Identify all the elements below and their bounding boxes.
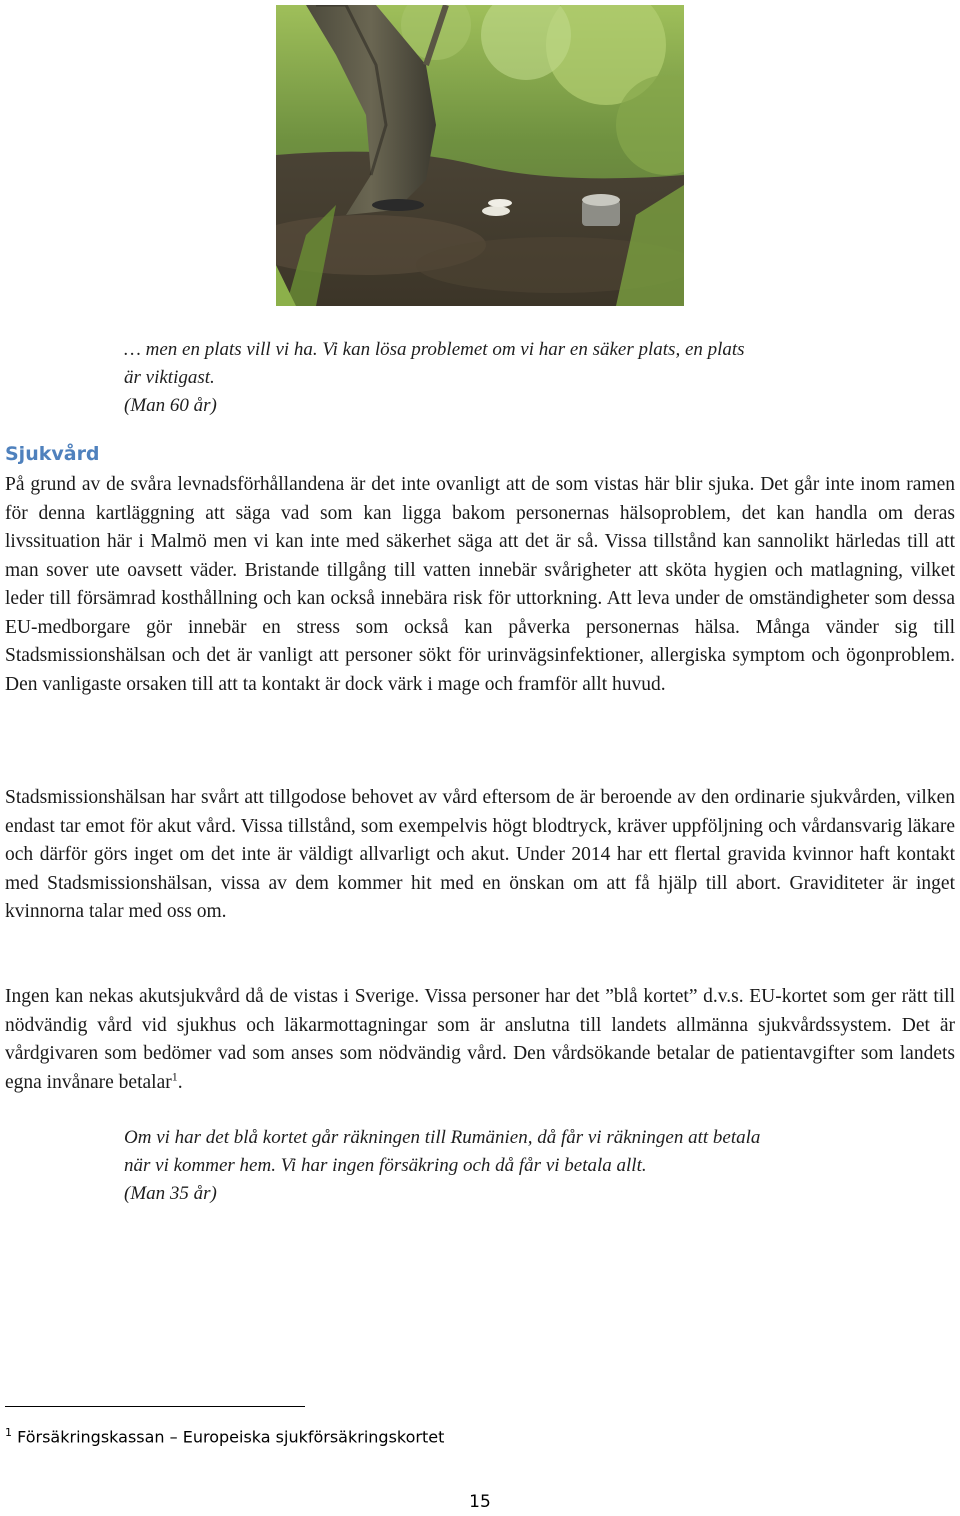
- quote-line: när vi kommer hem. Vi har ingen försäkring och då får vi betala allt.: [124, 1155, 647, 1176]
- body-paragraph: Stadsmissionshälsan har svårt att tillgodose behovet av vård eftersom de är beroende av den ordinarie sjukvården, vilken endast tar emot för akut vård. Vissa tillstånd, som exempelvis högt blodtryck, kräver uppföljning och vårdansvarig läkare och därför görs inget om det inte är väldigt allvarligt och akut. Under 2014 har ett flertal gravida kvinnor haft kontakt med Stadsmissionshälsan, vissa av dem kommer hit med en önskan om att få hjälp till abort. Graviditeter är inget kvinnorna talar med oss om.: [5, 787, 955, 922]
- campsite-photo: [276, 5, 684, 306]
- footnote-number: 1: [5, 1426, 12, 1439]
- body-paragraph: [5, 983, 955, 1097]
- footnote-reference[interactable]: 1: [171, 1069, 178, 1083]
- interview-quote: [124, 1124, 864, 1208]
- footnote-separator: [5, 1406, 305, 1407]
- quote-line: … men en plats vill vi ha. Vi kan lösa problemet om vi har en säker plats, en plats: [124, 339, 745, 360]
- footnote: [5, 1420, 444, 1450]
- footnote-text: Försäkringskassan – Europeiska sjukförsäkringskortet: [17, 1427, 445, 1447]
- quote-line: är viktigast.: [124, 367, 215, 388]
- paragraph-text: Ingen kan nekas akutsjukvård då de vistas i Sverige. Vissa personer har det ”blå kortet” d.v.s. EU-kortet som ger rätt till nödvändig vård vid sjukhus och läkarmottagningar som är anslutna till landets allmänna sjukvårdssystem. Det är vårdgivaren som bedömer vad som anses som nödvändig vård. Den vårdsökande betalar de patientavgifter som landets egna invånare betalar: [5, 986, 955, 1093]
- interview-quote: [124, 336, 864, 420]
- body-paragraph: På grund av de svåra levnadsförhållandena är det inte ovanligt att de som vistas här blir sjuka. Det går inte inom ramen för denna kartläggning att säga vad som kan ligga bakom personernas hälsoproblem, det kan handla om deras livssituation här i Malmö men vi kan inte med säkerhet säga att det är så. Vissa tillstånd kan sannolikt härledas till att man sover ute oavsett väder. Bristande tillgång till vatten innebär svårigheter att sköta hygien och matlagning, vilket leder till försämrad kosthållning och kan också innebära risk för uttorkning. Att leva under de omständigheter som dessa EU-medborgare gör innebär en stress som också kan påverka personernas hälsa. Många vänder sig till Stadsmissionshälsan och det är vanligt att personer sökt för urinvägsinfektioner, allergiska symptom och ögonproblem. Den vanligaste orsaken till att ta kontakt är dock värk i mage och framför allt huvud.: [5, 474, 955, 695]
- section-heading: Sjukvård: [5, 443, 100, 465]
- page-number: 15: [469, 1492, 491, 1512]
- paragraph-end: .: [177, 1071, 183, 1093]
- quote-line: Om vi har det blå kortet går räkningen till Rumänien, då får vi räkningen att betala: [124, 1127, 761, 1148]
- quote-attribution: (Man 35 år): [124, 1183, 217, 1204]
- quote-attribution: (Man 60 år): [124, 395, 217, 416]
